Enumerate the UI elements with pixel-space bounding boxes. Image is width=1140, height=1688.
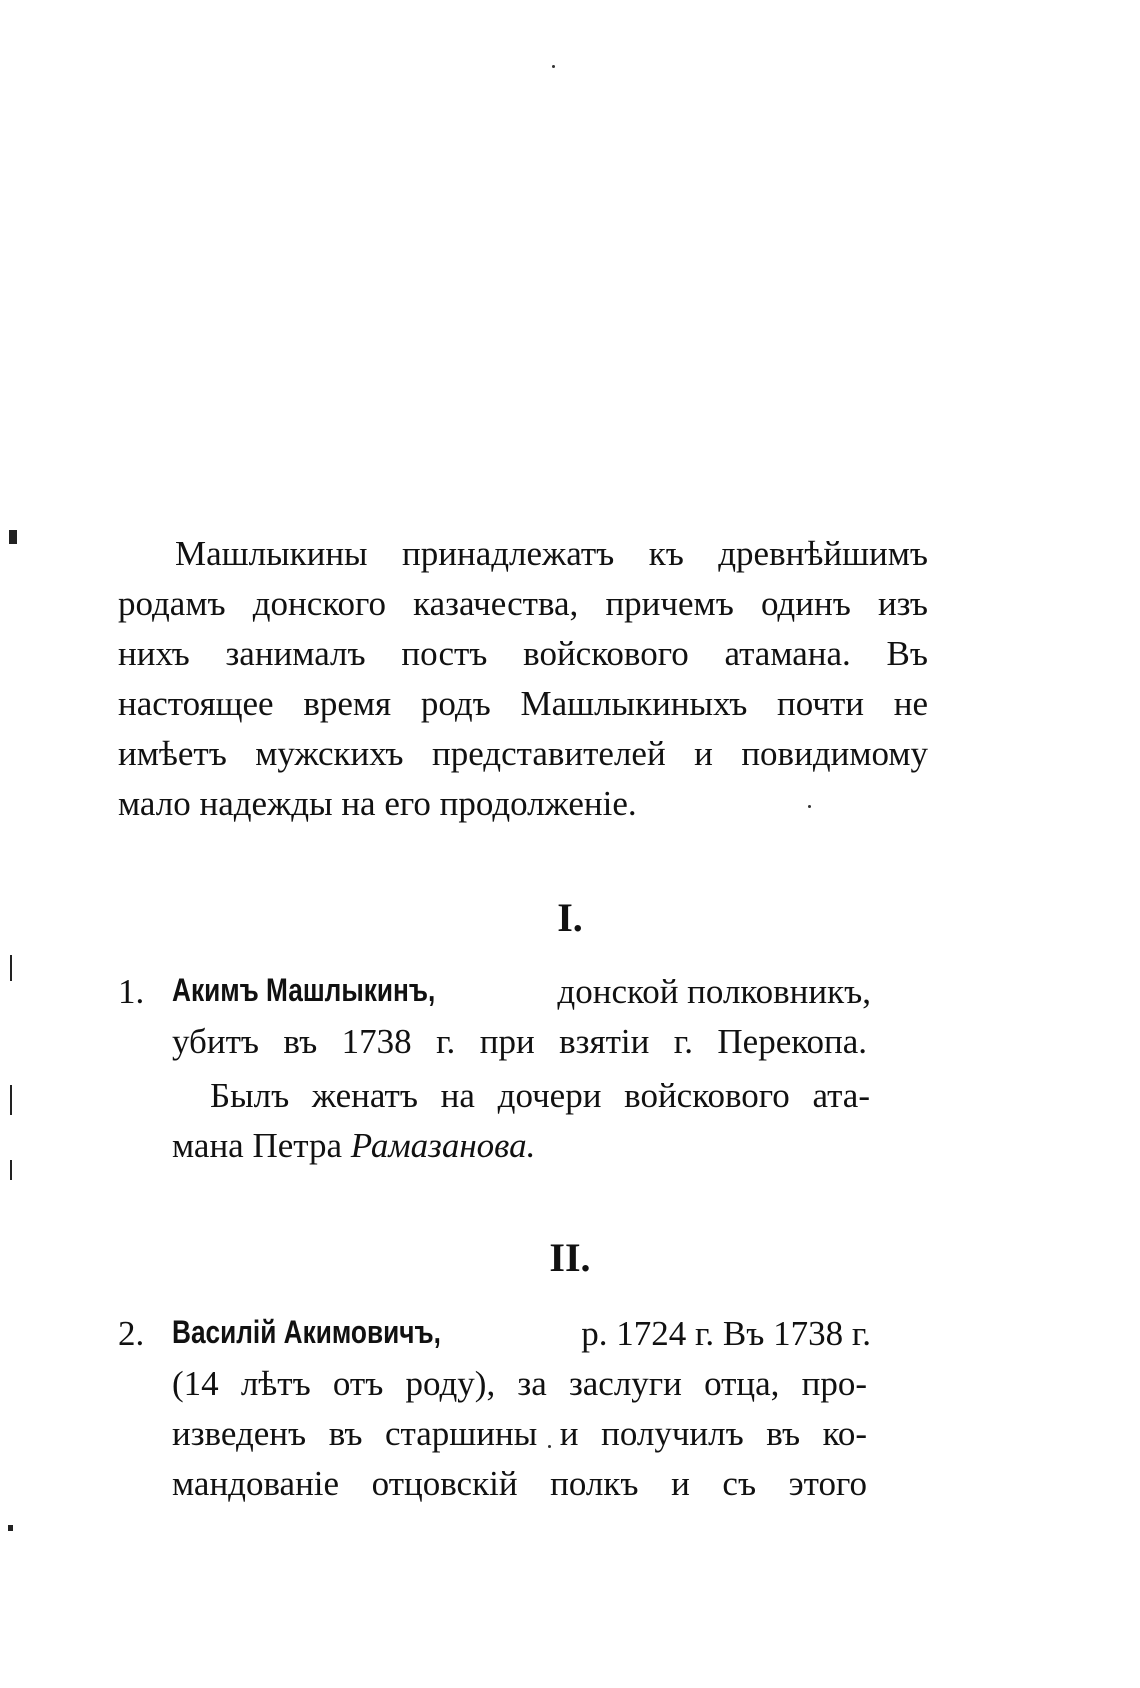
scan-margin-mark [10, 1160, 12, 1180]
scan-margin-mark [9, 530, 17, 544]
intro-line: настоящее время родъ Машлыкиныхъ почти не [118, 684, 928, 723]
section-heading: II. [549, 1235, 591, 1280]
entry-note-line: Былъ женатъ на дочери войскового ата- [210, 1076, 870, 1115]
intro-line: Машлыкины принадлежатъ къ древнѣйшимъ [175, 534, 928, 573]
scan-margin-mark [10, 955, 12, 981]
scan-margin-mark [8, 1525, 13, 1531]
note-text: мана Петра [172, 1126, 351, 1165]
entry-name: Акимъ Машлыкинъ, [172, 972, 436, 1008]
note-surname: Рамазанова. [350, 1126, 536, 1165]
entry-number: 1. [118, 972, 145, 1011]
intro-line: нихъ занималъ постъ войскового атамана. Въ [118, 634, 928, 673]
entry-number: 2. [118, 1314, 145, 1353]
entry-line [118, 974, 871, 1009]
intro-line: родамъ донского казачества, причемъ одинъ изъ [118, 584, 928, 623]
entry-text: донской полковникъ, [557, 972, 871, 1011]
intro-line: имѣетъ мужскихъ представителей и повидимому [118, 734, 928, 773]
entry-line: изведенъ въ старшины и получилъ въ ко- [172, 1414, 867, 1453]
intro-line: мало надежды на его продолженіе. [118, 784, 637, 823]
entry-name: Василій Акимовичъ, [172, 1314, 441, 1350]
scan-speck [808, 805, 811, 808]
scan-speck [552, 65, 555, 68]
entry-line: мандованіе отцовскій полкъ и съ этого [172, 1464, 867, 1503]
entry-text: р. 1724 г. Въ 1738 г. [581, 1314, 871, 1353]
entry-note-line [172, 1128, 535, 1163]
entry-line [118, 1316, 871, 1351]
entry-line: (14 лѣтъ отъ роду), за заслуги отца, про- [172, 1364, 867, 1403]
section-heading: I. [557, 895, 583, 940]
scan-margin-mark [10, 1085, 12, 1115]
entry-line: убитъ въ 1738 г. при взятіи г. Перекопа. [172, 1022, 867, 1061]
